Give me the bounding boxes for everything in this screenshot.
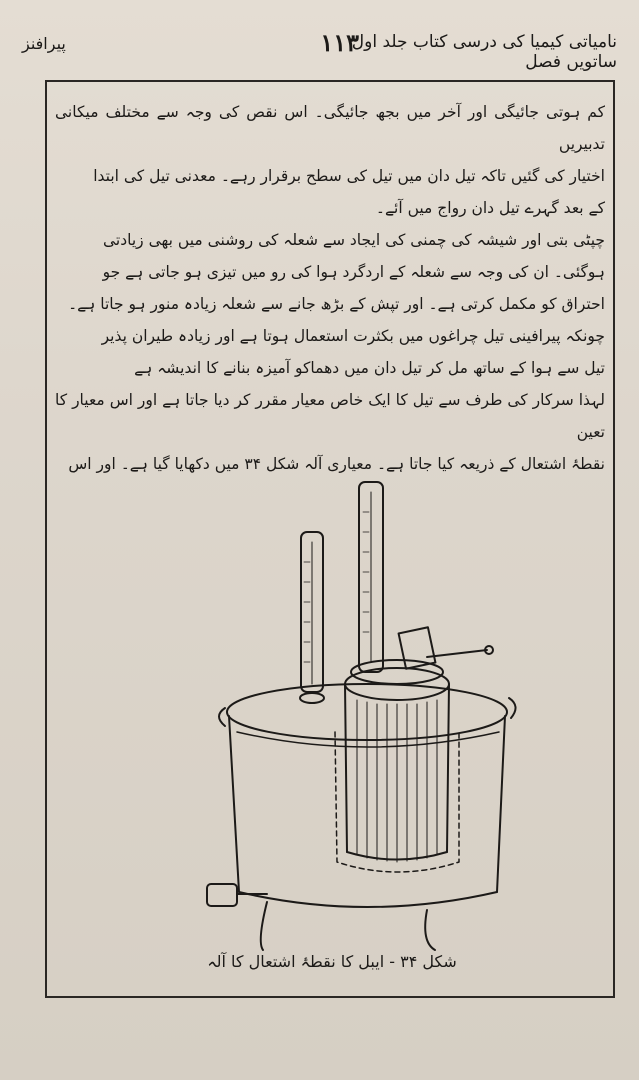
handle-left [219, 708, 225, 726]
thermometer-short-scale [304, 562, 310, 662]
figure-caption: شکل ۳۴ - ایبل کا نقطۂ اشتعال کا آلہ [207, 952, 457, 971]
leg-right [425, 910, 435, 950]
vessel-bottom [239, 892, 497, 907]
leg-left [261, 902, 267, 950]
page-number: ۱۱۳ [320, 28, 359, 57]
text-line: نقطۂ اشتعال کے ذریعہ کیا جاتا ہے۔ معیاری آلہ شکل ۳۴ میں دکھایا گیا ہے۔ اور اس [68, 455, 605, 473]
burner [207, 884, 237, 906]
running-title: نامیاتی کیمیا کی درسی کتاب جلد اول ساتویں فصل [351, 32, 617, 72]
thermometer-tall-scale [363, 512, 369, 632]
text-line: احتراق کو مکمل کرتی ہے۔ اور تپش کے بڑھ جانے سے شعلہ زیادہ منور ہو جاتا ہے۔ [68, 295, 605, 313]
section-name: پیرافنز [22, 34, 66, 53]
text-line: کے بعد گہرے تیل دان رواج میں آئے۔ [375, 199, 605, 217]
body-text [55, 96, 605, 480]
text-line: تیل سے ہوا کے ساتھ مل کر تیل دان میں دھماکو آمیزہ بنانے کا اندیشہ ہے [134, 359, 605, 377]
handle-right [509, 698, 516, 718]
apparatus-figure [197, 472, 517, 952]
text-line: چپٹی بتی اور شیشہ کی چمنی کی ایجاد سے شعلہ کی روشنی میں بھی زیادتی [103, 231, 605, 249]
slide-shutter [399, 627, 436, 668]
flash-point-apparatus-illustration [197, 472, 517, 952]
content-frame [45, 80, 615, 998]
text-line: کم ہوتی جائیگی اور آخر میں بجھ جائیگی۔ اس نقص کی وجہ سے مختلف میکانی تدبیریں [55, 103, 605, 153]
vessel-wall-left [229, 716, 239, 892]
thermometer-short-collar [300, 693, 324, 703]
text-line: لہذا سرکار کی طرف سے تیل کا ایک خاص معیار مقرر کر دیا جاتا ہے اور اس معیار کا تعین [55, 391, 605, 441]
oil-cup-right [447, 684, 449, 852]
oil-cup-left [345, 684, 347, 852]
vessel-wall-right [497, 716, 505, 892]
text-line: ہوگئی۔ ان کی وجہ سے شعلہ کے اردگرد ہوا کی رو میں تیزی ہو جاتی ہے جو [102, 263, 605, 281]
text-line: چونکہ پیرافینی تیل چراغوں میں بکثرت استعمال ہوتا ہے اور زیادہ طیران پذیر [101, 327, 605, 345]
text-line: اختیار کی گئیں تاکہ تیل دان میں تیل کی سطح برقرار رہے۔ معدنی تیل کی ابتدا [93, 167, 605, 185]
igniter-arm [427, 650, 487, 657]
cup-shading [357, 700, 437, 862]
page-header [22, 28, 617, 72]
